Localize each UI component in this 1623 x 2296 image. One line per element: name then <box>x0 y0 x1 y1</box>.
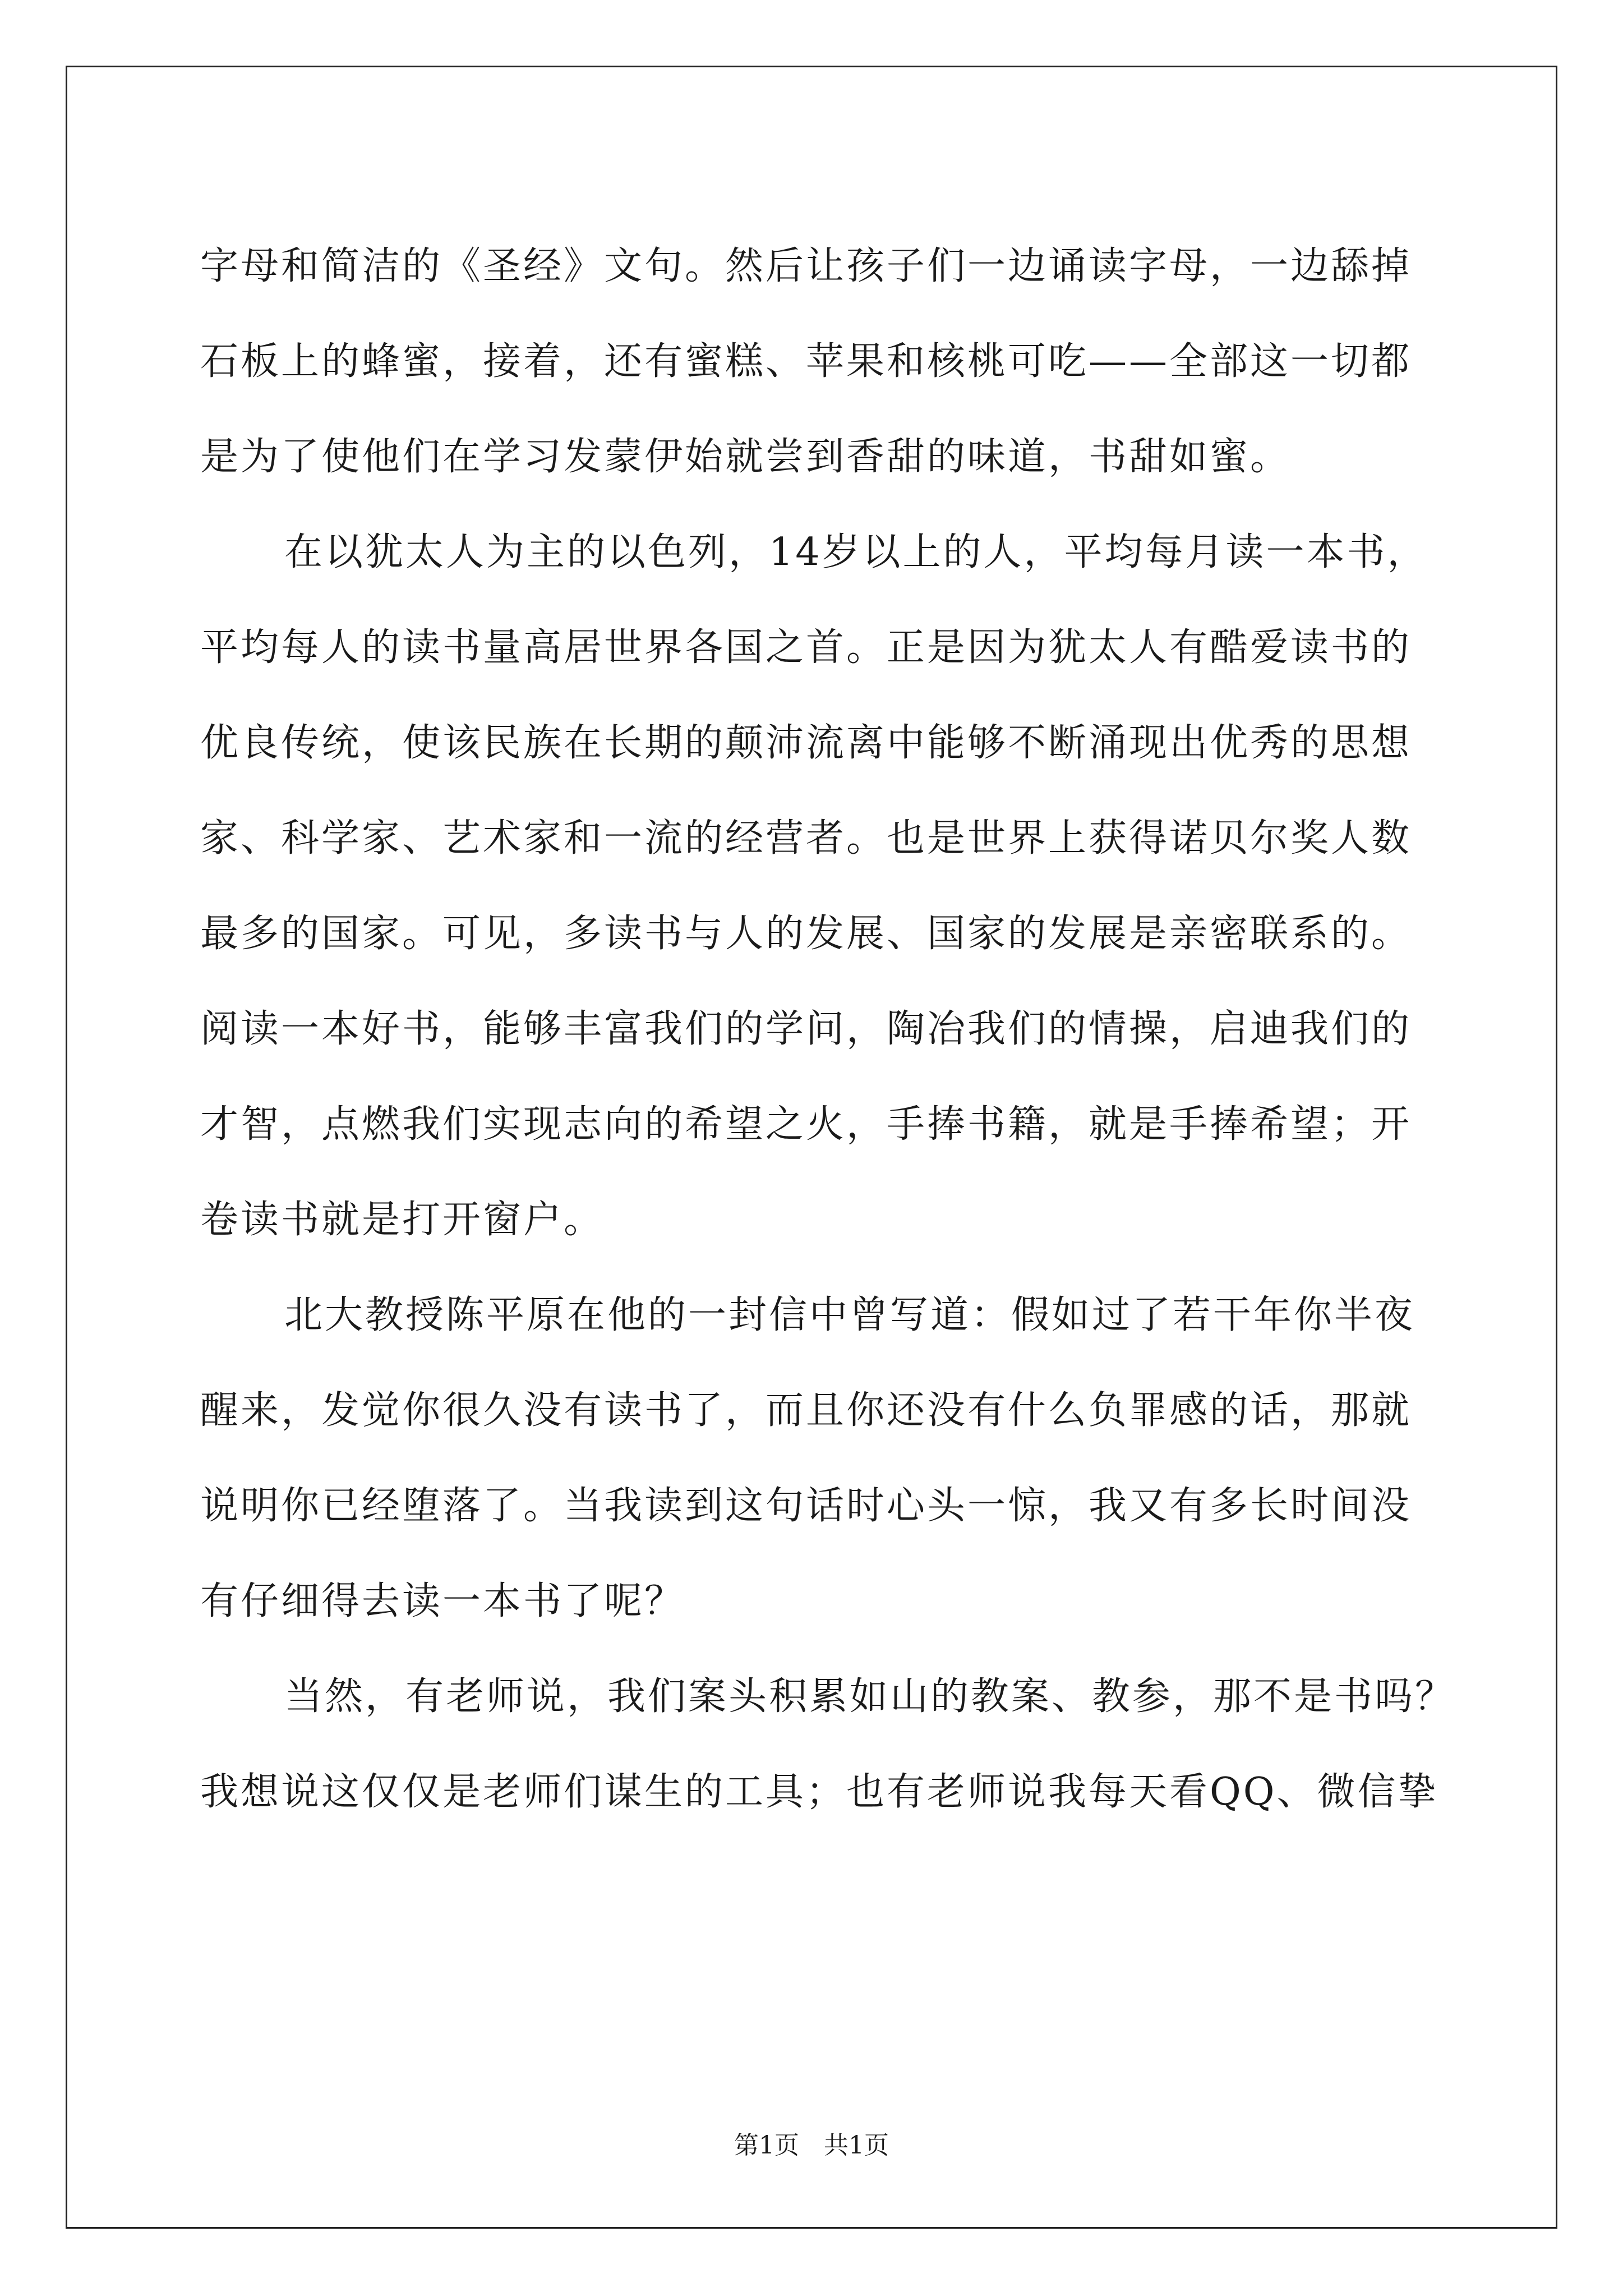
document-body <box>200 219 1456 1840</box>
paragraph-first-line: 当然，有老师说，我们案头积累如山的教案、教参，那不是书吗？ <box>284 1674 1456 1719</box>
text-line: 家、科学家、艺术家和一流的经营者。也是世界上获得诺贝尔奖人数 <box>200 816 1412 861</box>
paragraph-first-line: 北大教授陈平原在他的一封信中曾写道：假如过了若干年你半夜 <box>284 1293 1415 1337</box>
text-line: 平均每人的读书量高居世界各国之首。正是因为犹太人有酷爱读书的 <box>200 625 1412 670</box>
paragraph-first-line: 在以犹太人为主的以色列，14岁以上的人，平均每月读一本书， <box>284 530 1428 574</box>
page-number-footer: 第1页 共1页 <box>734 2131 889 2160</box>
text-line: 是为了使他们在学习发蒙伊始就尝到香甜的味道，书甜如蜜。 <box>200 435 1291 479</box>
text-line: 有仔细得去读一本书了呢？ <box>200 1579 685 1623</box>
text-line: 卷读书就是打开窗户。 <box>200 1198 605 1242</box>
text-line: 字母和简洁的《圣经》文句。然后让孩子们一边诵读字母，一边舔掉 <box>200 244 1412 288</box>
text-line: 最多的国家。可见，多读书与人的发展、国家的发展是亲密联系的。 <box>200 912 1412 956</box>
text-line: 醒来，发觉你很久没有读书了，而且你还没有什么负罪感的话，那就 <box>200 1388 1412 1433</box>
text-line: 阅读一本好书，能够丰富我们的学问，陶冶我们的情操，启迪我们的 <box>200 1007 1412 1051</box>
text-line: 才智，点燃我们实现志向的希望之火，手捧书籍，就是手捧希望；开 <box>200 1102 1412 1147</box>
text-line: 优良传统，使该民族在长期的颠沛流离中能够不断涌现出优秀的思想 <box>200 721 1412 765</box>
text-line: 石板上的蜂蜜，接着，还有蜜糕、苹果和核桃可吃——全部这一切都 <box>200 339 1412 384</box>
text-line: 说明你已经堕落了。当我读到这句话时心头一惊，我又有多长时间没 <box>200 1484 1412 1528</box>
text-line: 我想说这仅仅是老师们谋生的工具；也有老师说我每天看QQ、微信挚 <box>200 1770 1438 1814</box>
